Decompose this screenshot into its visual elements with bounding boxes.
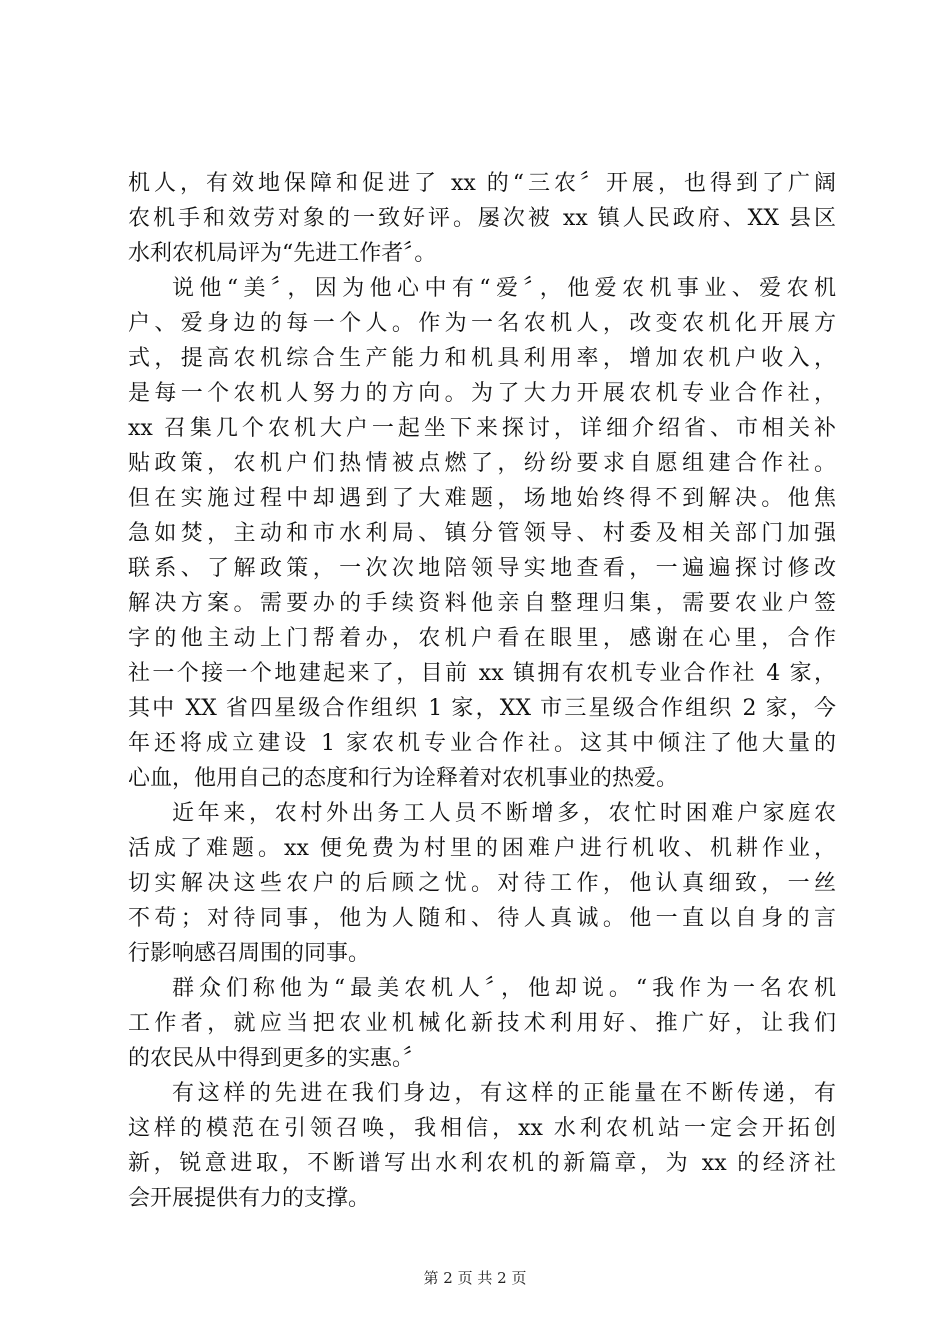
text-line: 的农民从中得到更多的实惠。〞 (128, 1046, 426, 1071)
text-line: 切实解决这些农户的后顾之忧。对待工作，他认真细致，一丝 (128, 871, 836, 896)
text-line: 户、爱身边的每一个人。作为一名农机人，改变农机化开展方 (128, 311, 836, 336)
text-line: 活成了难题。xx 便免费为村里的困难户进行机收、机耕作业， (128, 836, 836, 861)
text-line: xx 召集几个农机大户一起坐下来探讨，详细介绍省、市相关补 (128, 416, 836, 441)
text-line: 联系、了解政策，一次次地陪领导实地查看，一遍遍探讨修改 (128, 556, 836, 581)
text-line: 解决方案。需要办的手续资料他亲自整理归集，需要农业户签 (128, 591, 836, 616)
text-line: 群众们称他为“最美农机人〞，他却说。“我作为一名农机 (172, 976, 836, 1001)
paragraph (128, 271, 836, 796)
text-line: 有这样的先进在我们身边，有这样的正能量在不断传递，有 (172, 1081, 836, 1106)
text-line: 新，锐意进取，不断谱写出水利农机的新篇章，为 xx 的经济社 (128, 1151, 836, 1176)
paragraph (128, 1076, 836, 1216)
text-line: 社一个接一个地建起来了，目前 xx 镇拥有农机专业合作社 4 家， (128, 661, 836, 686)
text-line: 这样的模范在引领召唤，我相信，xx 水利农机站一定会开拓创 (128, 1116, 836, 1141)
text-line: 贴政策，农机户们热情被点燃了，纷纷要求自愿组建合作社。 (128, 451, 836, 476)
page-number-footer: 第 2 页 共 2 页 (423, 1269, 527, 1287)
text-line: 心血，他用自己的态度和行为诠释着对农机事业的热爱。 (128, 766, 679, 791)
paragraph (128, 796, 836, 971)
text-line: 农机手和效劳对象的一致好评。屡次被 xx 镇人民政府、XX 县区 (128, 206, 836, 231)
text-line: 不苟；对待同事，他为人随和、待人真诚。他一直以自身的言 (128, 906, 836, 931)
text-line: 水利农机局评为“先进工作者〞。 (128, 241, 437, 266)
text-line: 行影响感召周围的同事。 (128, 941, 371, 966)
text-line: 其中 XX 省四星级合作组织 1 家，XX 市三星级合作组织 2 家，今 (128, 696, 836, 721)
paragraph (128, 166, 836, 271)
text-line: 式，提高农机综合生产能力和机具利用率，增加农机户收入， (128, 346, 836, 371)
text-line: 是每一个农机人努力的方向。为了大力开展农机专业合作社， (128, 381, 836, 406)
text-line: 会开展提供有力的支撑。 (128, 1186, 371, 1211)
text-line: 但在实施过程中却遇到了大难题，场地始终得不到解决。他焦 (128, 486, 836, 511)
text-line: 工作者，就应当把农业机械化新技术利用好、推广好，让我们 (128, 1011, 836, 1036)
text-line: 机人，有效地保障和促进了 xx 的“三农〞开展，也得到了广阔 (128, 171, 836, 196)
text-line: 字的他主动上门帮着办，农机户看在眼里，感谢在心里，合作 (128, 626, 836, 651)
paragraph (128, 971, 836, 1076)
document-body (128, 166, 836, 1216)
text-line: 急如焚，主动和市水利局、镇分管领导、村委及相关部门加强 (128, 521, 836, 546)
text-line: 说他“美〞，因为他心中有“爱〞，他爱农机事业、爱农机 (172, 276, 836, 301)
text-line: 近年来，农村外出务工人员不断增多，农忙时困难户家庭农 (172, 801, 836, 826)
text-line: 年还将成立建设 1 家农机专业合作社。这其中倾注了他大量的 (128, 731, 836, 756)
